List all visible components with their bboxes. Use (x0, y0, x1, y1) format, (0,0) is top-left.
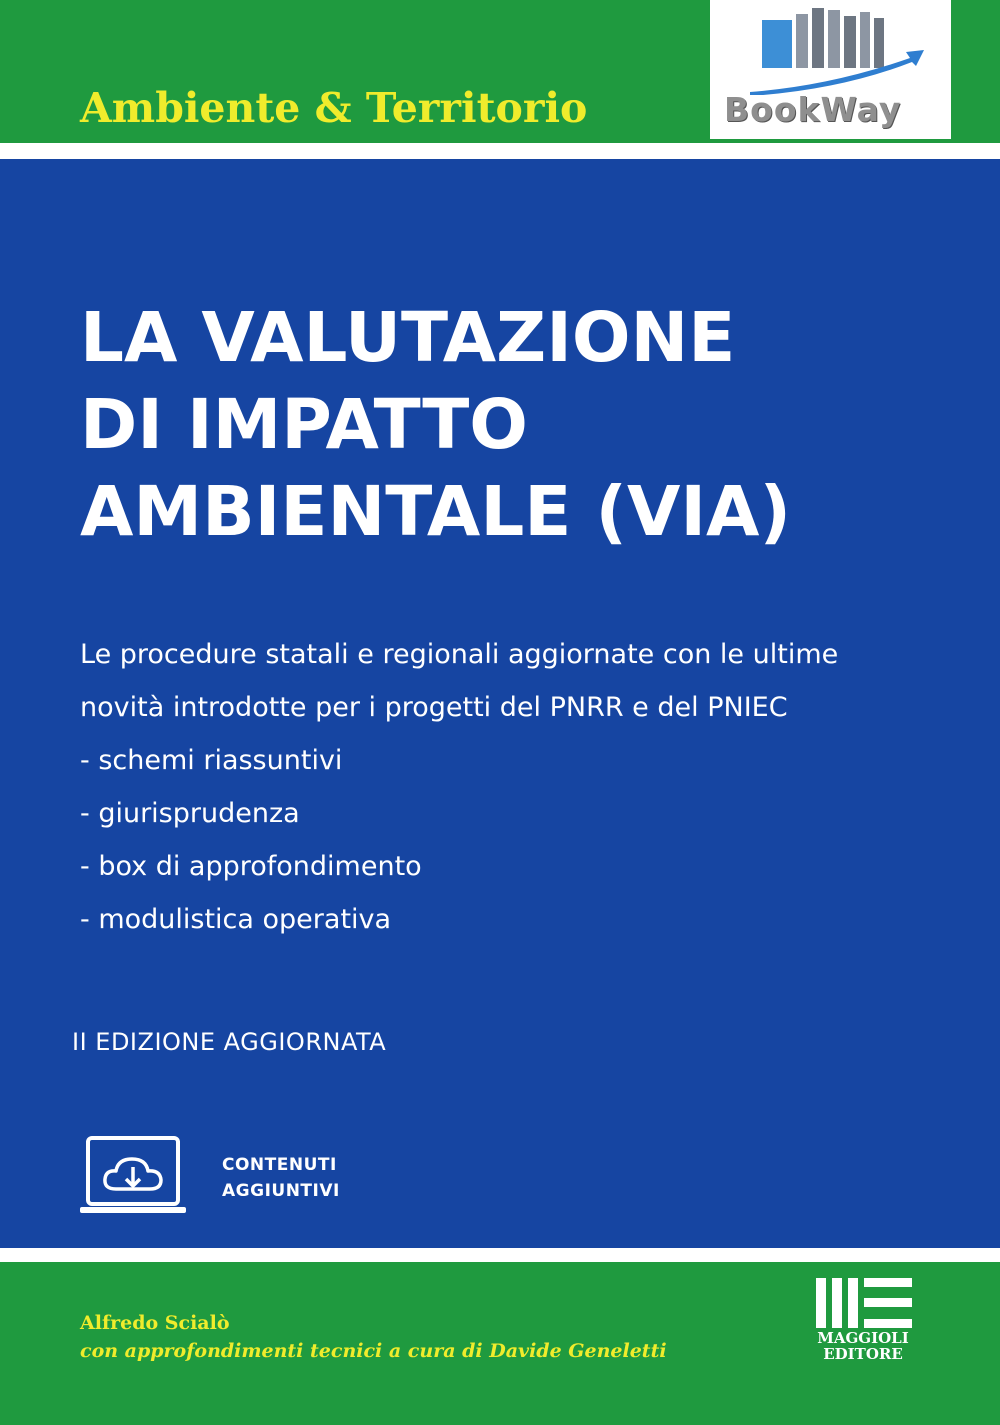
divider-bottom (0, 1248, 1000, 1262)
building-chart-icon (710, 0, 951, 95)
extra-content-line-1: CONTENUTI (222, 1155, 337, 1175)
edition-label: II EDIZIONE AGGIORNATA (72, 1028, 387, 1056)
contributor-credit: con approfondimenti tecnici a cura di Davide Geneletti (80, 1340, 667, 1362)
author-name: Alfredo Scialò (80, 1312, 230, 1334)
bookway-badge (710, 0, 951, 139)
book-title (80, 295, 791, 556)
book-description (80, 628, 960, 946)
publisher-name (808, 1330, 918, 1362)
description-line-1: Le procedure statali e regionali aggiornate con le ultime (80, 639, 839, 670)
title-line-1: LA VALUTAZIONE (80, 298, 736, 378)
publisher-line-1: MAGGIOLI (817, 1329, 909, 1347)
extra-content-label (222, 1152, 340, 1204)
extra-content-line-2: AGGIUNTIVI (222, 1181, 340, 1201)
maggioli-logo-icon (816, 1278, 912, 1328)
description-line-2: novità introdotte per i progetti del PNRR e del PNIEC (80, 692, 788, 723)
description-line-4: - giurisprudenza (80, 798, 300, 829)
laptop-cloud-download-icon (78, 1135, 188, 1215)
title-line-2: DI IMPATTO (80, 385, 528, 465)
description-line-6: - modulistica operativa (80, 904, 392, 935)
bookway-logo-text: BookWay (724, 90, 902, 129)
publisher-line-2: EDITORE (823, 1345, 903, 1363)
divider-top (0, 143, 1000, 159)
title-line-3: AMBIENTALE (VIA) (80, 472, 791, 552)
series-title: Ambiente & Territorio (80, 84, 588, 132)
description-line-3: - schemi riassuntivi (80, 745, 343, 776)
description-line-5: - box di approfondimento (80, 851, 422, 882)
